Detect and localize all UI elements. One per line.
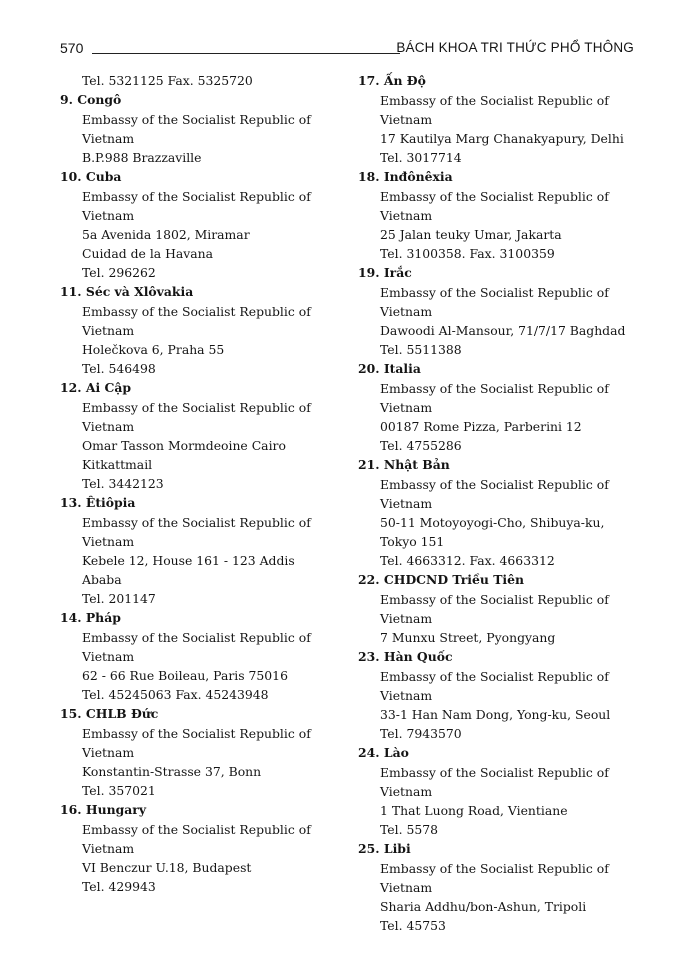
directory-entry <box>358 359 636 455</box>
directory-entry <box>60 378 342 493</box>
right-column <box>358 71 636 935</box>
directory-entry <box>60 167 342 282</box>
phone-line: Tel. 3442123 <box>82 476 164 491</box>
phone-line: Tel. 45753 <box>380 918 446 933</box>
directory-entry <box>60 493 342 608</box>
address-line: B.P.988 Brazzaville <box>82 150 202 165</box>
address-line: Holečkova 6, Praha 55 <box>82 342 225 357</box>
embassy-name: Embassy of the Socialist Republic of <box>82 822 311 837</box>
embassy-country: Vietnam <box>380 304 433 319</box>
embassy-country: Vietnam <box>82 745 135 760</box>
embassy-name: Embassy of the Socialist Republic of <box>82 726 311 741</box>
embassy-country: Vietnam <box>380 112 433 127</box>
entry-title: 10. Cuba <box>60 169 122 184</box>
address-line: 00187 Rome Pizza, Parberini 12 <box>380 419 582 434</box>
address-line: 33-1 Han Nam Dong, Yong-ku, Seoul <box>380 707 611 722</box>
embassy-country: Vietnam <box>82 323 135 338</box>
phone-line: Tel. 4663312. Fax. 4663312 <box>380 553 555 568</box>
phone-line: Tel. 45245063 Fax. 45243948 <box>82 687 269 702</box>
phone-line: Tel. 7943570 <box>380 726 462 741</box>
entry-title: 15. CHLB Đức <box>60 706 159 721</box>
embassy-country: Vietnam <box>82 649 135 664</box>
address-line: Kebele 12, House 161 - 123 Addis <box>82 553 295 568</box>
embassy-country: Vietnam <box>380 688 433 703</box>
directory-entry <box>358 71 636 167</box>
embassy-name: Embassy of the Socialist Republic of <box>380 861 609 876</box>
phone-line: Tel. 201147 <box>82 591 156 606</box>
page-header <box>60 40 634 62</box>
address-line: Kitkattmail <box>82 457 153 472</box>
directory-entry <box>358 167 636 263</box>
embassy-country: Vietnam <box>82 534 135 549</box>
address-line: 50-11 Motoyoyogi-Cho, Shibuya-ku, <box>380 515 605 530</box>
directory-entry <box>60 800 342 896</box>
phone-line: Tel. 357021 <box>82 783 156 798</box>
embassy-name: Embassy of the Socialist Republic of <box>380 285 609 300</box>
phone-line: Tel. 3100358. Fax. 3100359 <box>380 246 555 261</box>
address-line: Sharia Addhu/bon-Ashun, Tripoli <box>380 899 587 914</box>
embassy-name: Embassy of the Socialist Republic of <box>380 765 609 780</box>
directory-entry <box>358 839 636 935</box>
continuation-line: Tel. 5321125 Fax. 5325720 <box>82 73 253 88</box>
phone-line: Tel. 296262 <box>82 265 156 280</box>
phone-line: Tel. 3017714 <box>380 150 462 165</box>
entry-title: 25. Libi <box>358 841 411 856</box>
directory-entry <box>358 647 636 743</box>
directory-entry <box>60 282 342 378</box>
address-line: 25 Jalan teuky Umar, Jakarta <box>380 227 562 242</box>
address-line: 62 - 66 Rue Boileau, Paris 75016 <box>82 668 288 683</box>
entry-title: 12. Ai Cập <box>60 380 132 395</box>
address-line: Ababa <box>82 572 122 587</box>
address-line: Konstantin-Strasse 37, Bonn <box>82 764 262 779</box>
directory-entry <box>358 455 636 570</box>
embassy-country: Vietnam <box>82 841 135 856</box>
embassy-country: Vietnam <box>82 208 135 223</box>
phone-line: Tel. 546498 <box>82 361 156 376</box>
phone-line: Tel. 5578 <box>380 822 439 837</box>
embassy-country: Vietnam <box>380 208 433 223</box>
address-line: VI Benczur U.18, Budapest <box>82 860 252 875</box>
directory-entry <box>60 704 342 800</box>
entry-title: 18. Inđônêxia <box>358 169 453 184</box>
embassy-name: Embassy of the Socialist Republic of <box>380 669 609 684</box>
address-line: Omar Tasson Mormdeoine Cairo <box>82 438 286 453</box>
embassy-name: Embassy of the Socialist Republic of <box>380 477 609 492</box>
left-column <box>60 71 342 896</box>
entry-title: 24. Lào <box>358 745 409 760</box>
phone-line: Tel. 429943 <box>82 879 156 894</box>
entry-title: 21. Nhật Bản <box>358 457 450 472</box>
embassy-country: Vietnam <box>82 131 135 146</box>
phone-line: Tel. 5511388 <box>380 342 462 357</box>
running-title: BÁCH KHOA TRI THỨC PHỔ THÔNG <box>396 40 634 55</box>
directory-entry <box>358 743 636 839</box>
embassy-name: Embassy of the Socialist Republic of <box>380 381 609 396</box>
embassy-country: Vietnam <box>380 784 433 799</box>
page-number: 570 <box>60 40 84 56</box>
directory-entry <box>358 263 636 359</box>
embassy-name: Embassy of the Socialist Republic of <box>82 515 311 530</box>
header-rule <box>92 53 400 54</box>
address-line: 7 Munxu Street, Pyongyang <box>380 630 556 645</box>
address-line: Dawoodi Al-Mansour, 71/7/17 Baghdad <box>380 323 626 338</box>
entry-title: 23. Hàn Quốc <box>358 649 453 664</box>
embassy-country: Vietnam <box>380 496 433 511</box>
embassy-name: Embassy of the Socialist Republic of <box>82 304 311 319</box>
embassy-name: Embassy of the Socialist Republic of <box>82 189 311 204</box>
address-line: Cuidad de la Havana <box>82 246 214 261</box>
embassy-country: Vietnam <box>380 611 433 626</box>
address-line: 17 Kautilya Marg Chanakyapury, Delhi <box>380 131 624 146</box>
phone-line: Tel. 4755286 <box>380 438 462 453</box>
embassy-country: Vietnam <box>380 400 433 415</box>
embassy-name: Embassy of the Socialist Republic of <box>380 189 609 204</box>
address-line: 1 That Luong Road, Vientiane <box>380 803 568 818</box>
directory-entry <box>60 608 342 704</box>
embassy-country: Vietnam <box>380 880 433 895</box>
embassy-name: Embassy of the Socialist Republic of <box>82 630 311 645</box>
entry-title: 11. Séc và Xlôvakia <box>60 284 194 299</box>
entry-title: 22. CHDCND Triều Tiên <box>358 572 525 587</box>
embassy-name: Embassy of the Socialist Republic of <box>82 400 311 415</box>
directory-entry <box>358 570 636 647</box>
entry-title: 14. Pháp <box>60 610 121 625</box>
directory-entry <box>60 90 342 167</box>
address-line: 5a Avenida 1802, Miramar <box>82 227 250 242</box>
embassy-name: Embassy of the Socialist Republic of <box>82 112 311 127</box>
embassy-name: Embassy of the Socialist Republic of <box>380 93 609 108</box>
entry-title: 9. Congô <box>60 92 122 107</box>
entry-title: 19. Irắc <box>358 265 412 280</box>
entry-title: 17. Ấn Độ <box>358 73 426 88</box>
entry-title: 13. Êtiôpia <box>60 495 136 510</box>
entry-title: 20. Italia <box>358 361 421 376</box>
embassy-country: Vietnam <box>82 419 135 434</box>
embassy-name: Embassy of the Socialist Republic of <box>380 592 609 607</box>
address-line: Tokyo 151 <box>380 534 445 549</box>
entry-title: 16. Hungary <box>60 802 147 817</box>
